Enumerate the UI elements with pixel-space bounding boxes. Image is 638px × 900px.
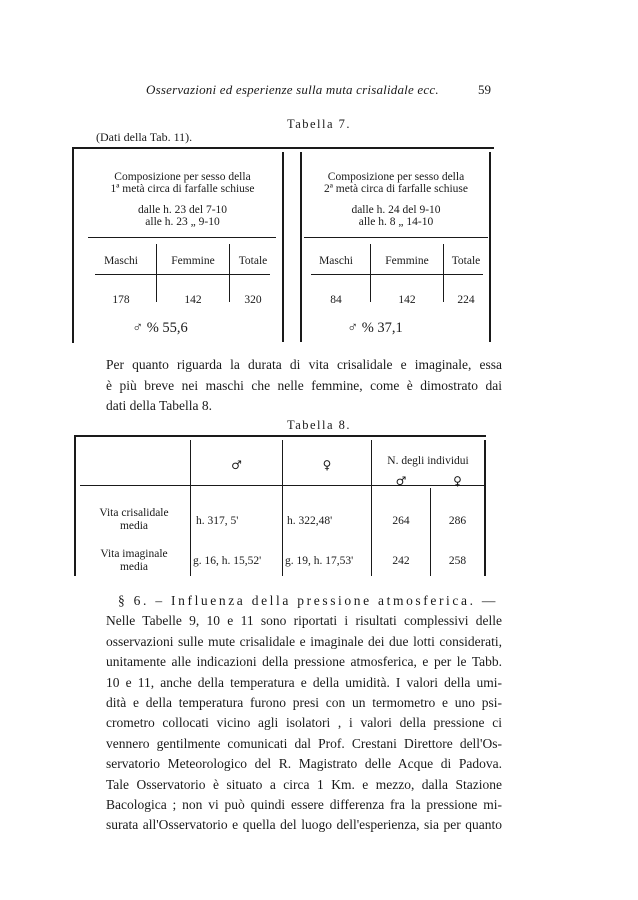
t7-right-val-totale: 224 [457,294,475,306]
t8-row2-male: g. 16, h. 15,52' [193,555,262,567]
paragraph-2-line: 10 e 11, anche della temperatura e della umidità. I valori della umi- [106,674,502,690]
t7-left-heading-2: 1ª metà circa di farfalle schiuse [110,183,255,195]
t7-right-val-femmine: 142 [398,294,416,306]
t7-right-col-femmine: Femmine [385,255,429,267]
t7-left-col-totale: Totale [238,255,268,267]
paragraph-2-line: dità e della temperatura furono presi con un termometro e uno psi- [106,695,502,711]
t8-row2-label-1: Vita imaginale [100,548,168,560]
t8-col-n-male: ♂ [395,474,407,488]
page-number: 59 [478,82,491,97]
t8-row1-label-2: media [119,520,149,532]
t8-col-male-symbol: ♂ [231,458,242,472]
t7-left-val-totale: 320 [244,294,262,306]
t8-row1-n-male: 264 [392,515,410,527]
t7-right-col-totale: Totale [451,255,481,267]
paragraph-2-line: Nelle Tabelle 9, 10 e 11 sono riportati i risultati complessivi delle [106,613,502,629]
paragraph-2-line: surata all'Osservatorio e quella del luogo dell'esperienza, sia per quanto [106,817,502,833]
paragraph-2-line: osservazioni sulle mute crisalidale e imaginale dei due lotti considerati, [106,633,502,649]
t8-row1-n-female: 286 [448,515,467,527]
t8-row2-female: g. 19, h. 17,53' [285,555,354,567]
paragraph-2-line: Bacologica ; non vi può quindi essere differenza fra la pressione mi- [106,797,502,813]
t7-left-time-1: dalle h. 23 del 7-10 [137,204,228,216]
paragraph-1-line: dati della Tabella 8. [106,398,213,413]
t7-right-percent: ♂ % 37,1 [347,320,403,336]
paragraph-2 [106,591,502,836]
t7-left-time-2: alle h. 23 „ 9-10 [145,216,220,228]
paragraph-2-line: crometro collocati vicino agli isolatori , i valori della pressione ci [106,715,502,731]
table7-source-note: (Dati della Tab. 11). [96,130,193,144]
t7-right-time-1: dalle h. 24 del 9-10 [351,204,441,216]
t7-right-heading-1: Composizione per sesso della [327,171,465,183]
t8-row2-n-male: 242 [392,555,410,567]
table7-title: Tabella 7. [286,117,352,131]
t7-left-percent: ♂ % 55,6 [132,320,188,336]
paragraph-2-line: Tale Osservatorio è situato a circa 1 Km. e mezzo, dalla Stazione [106,776,502,792]
running-title: Osservazioni ed esperienze sulla muta crisalidale ecc. [146,82,439,97]
t8-row1-female: h. 322,48' [287,515,333,527]
t7-left-heading-1: Composizione per sesso della [114,171,251,183]
t8-col-n-header: N. degli individui [387,455,469,467]
t7-right-time-2: alle h. 8 „ 14-10 [358,216,434,228]
t8-col-n-female: ♀ [453,474,462,488]
t8-row1-male: h. 317, 5' [196,515,239,527]
t8-col-female-symbol: ♀ [322,458,332,472]
t8-row2-n-female: 258 [448,555,467,567]
t8-row2-label-2: media [119,561,149,573]
paragraph-2-line: unitamente alle indicazioni della pressione atmosferica, e per le Tabb. [106,654,502,670]
paragraph-2-line: vennero gentilmente comunicati dal Prof. Crestani Direttore dell'Os- [106,735,502,751]
section-heading: § 6. – Influenza della pressione atmosferica. — [118,593,498,608]
paragraph-1-line: è più breve nei maschi che nelle femmine, come è dimostrato dai [106,377,502,393]
paragraph-1-line: Per quanto riguarda la durata di vita crisalidale e imaginale, essa [106,357,502,372]
t8-row1-label-1: Vita crisalidale [99,507,169,519]
t7-right-heading-2: 2ª metà circa di farfalle schiuse [324,183,468,195]
t7-left-col-femmine: Femmine [171,255,215,267]
t7-right-val-maschi: 84 [330,294,342,306]
table8-title: Tabella 8. [286,418,352,432]
t7-left-col-maschi: Maschi [104,255,138,267]
paragraph-2-line: servatorio Meteorologico del R. Magistrato delle Acque di Padova. [106,756,502,772]
t7-left-val-femmine: 142 [184,294,202,306]
t7-right-col-maschi: Maschi [319,255,353,267]
t7-left-val-maschi: 178 [112,294,130,306]
